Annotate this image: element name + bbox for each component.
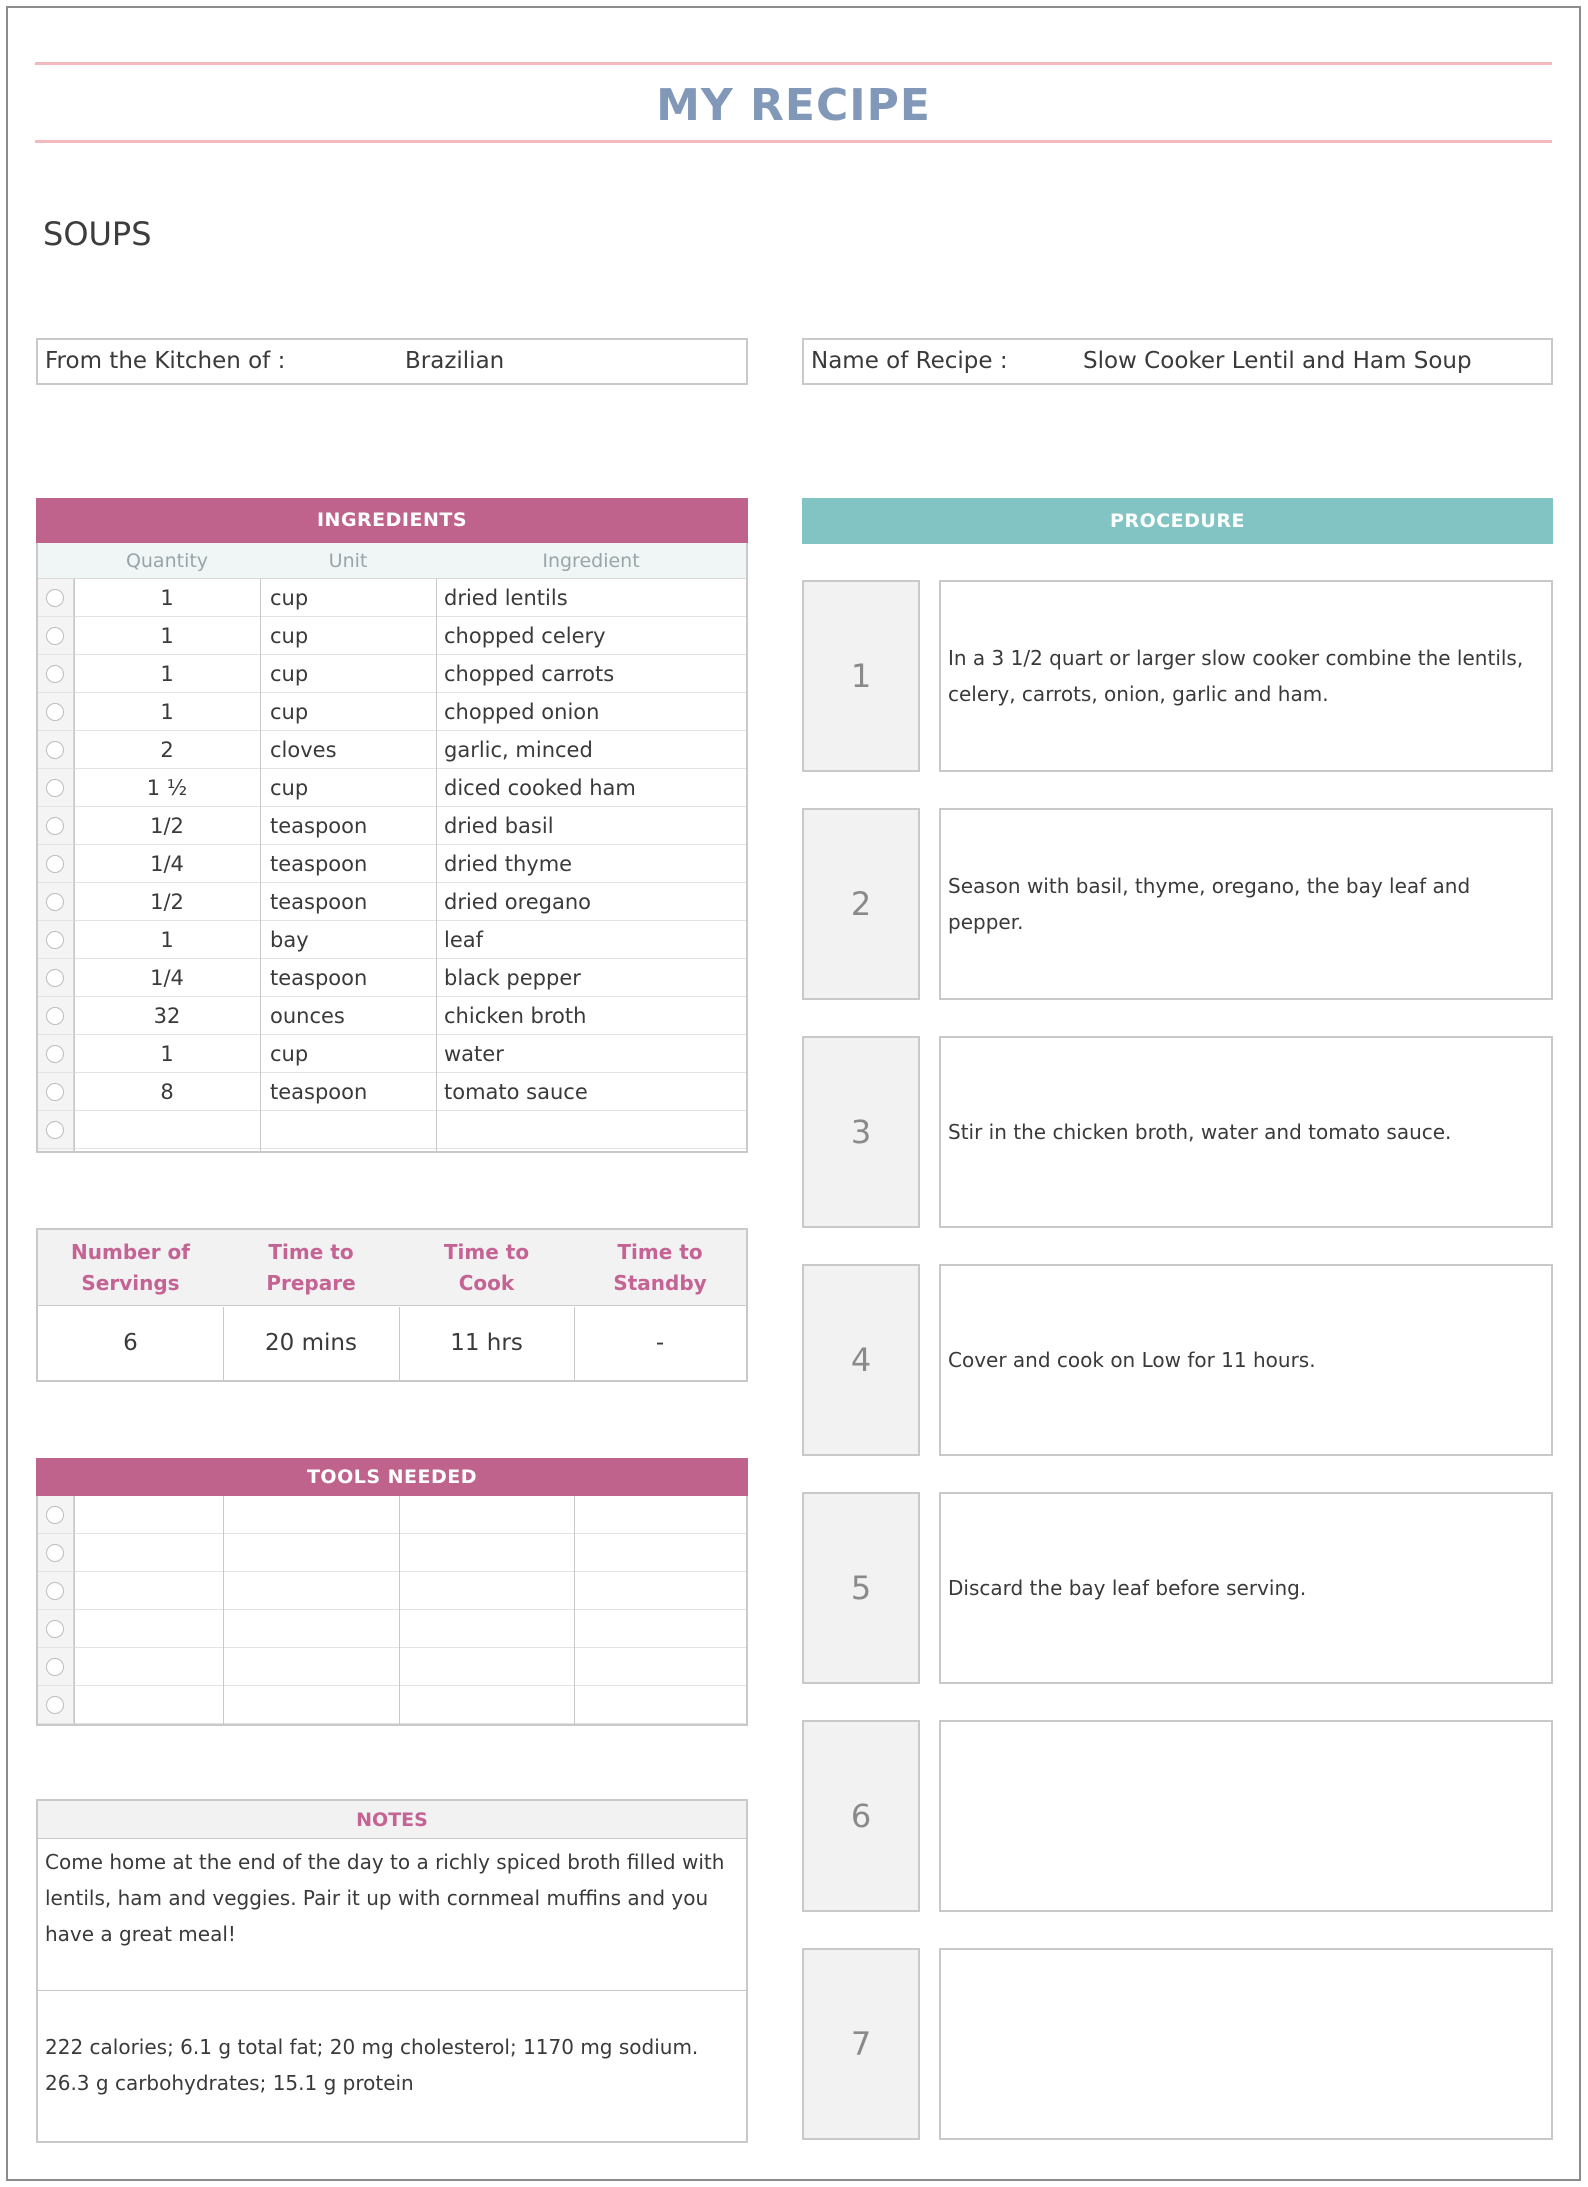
step-number: 1 — [802, 580, 920, 772]
col-ingredient: Ingredient — [542, 550, 640, 572]
stat-header — [574, 1230, 746, 1306]
stat-header — [223, 1230, 399, 1306]
stat-value[interactable]: 20 mins — [265, 1330, 357, 1356]
ingredient-qty[interactable]: 1 ½ — [146, 776, 188, 800]
col-quantity: Quantity — [125, 550, 209, 572]
ingredient-name[interactable]: water — [444, 1042, 504, 1066]
ingredient-row — [38, 997, 746, 1035]
tools-needed-table — [36, 1458, 748, 1726]
stat-header — [38, 1230, 223, 1306]
page-title: MY RECIPE — [656, 80, 931, 131]
ingredient-row — [38, 731, 746, 769]
ingredient-unit[interactable]: cup — [270, 700, 309, 724]
title-underline — [35, 140, 1552, 143]
ingredient-unit[interactable]: teaspoon — [270, 1080, 368, 1104]
ingredient-name[interactable]: black pepper — [444, 966, 581, 990]
ingredient-checkbox[interactable] — [46, 779, 64, 797]
ingredient-name[interactable]: diced cooked ham — [444, 776, 636, 800]
ingredient-checkbox[interactable] — [46, 931, 64, 949]
ingredient-qty[interactable]: 1/4 — [150, 966, 184, 990]
recipe-name-field[interactable] — [802, 338, 1553, 385]
tool-row[interactable] — [38, 1610, 746, 1648]
ingredient-unit[interactable]: ounces — [270, 1004, 345, 1028]
ingredient-name[interactable]: chopped onion — [444, 700, 600, 724]
kitchen-value: Brazilian — [405, 348, 505, 374]
stat-header-line: Prepare — [266, 1271, 356, 1295]
ingredient-checkbox[interactable] — [46, 855, 64, 873]
tool-checkbox[interactable] — [46, 1506, 64, 1524]
ingredient-row — [38, 655, 746, 693]
ingredient-unit[interactable]: cup — [270, 624, 309, 648]
ingredient-row — [38, 1035, 746, 1073]
tool-checkbox[interactable] — [46, 1620, 64, 1638]
tool-row[interactable] — [38, 1648, 746, 1686]
ingredient-qty[interactable]: 1 — [160, 624, 174, 648]
kitchen-field[interactable] — [36, 338, 748, 385]
ingredient-name[interactable]: dried oregano — [444, 890, 592, 914]
tool-row[interactable] — [38, 1572, 746, 1610]
stat-header-line: Cook — [458, 1271, 515, 1295]
stat-value[interactable]: - — [655, 1330, 665, 1356]
ingredient-unit[interactable]: cup — [270, 662, 309, 686]
ingredient-row — [38, 617, 746, 655]
ingredient-qty[interactable]: 1 — [160, 662, 174, 686]
ingredient-qty[interactable]: 2 — [160, 738, 174, 762]
ingredient-unit[interactable]: cup — [270, 586, 309, 610]
recipe-stats — [36, 1228, 748, 1382]
ingredient-row — [38, 845, 746, 883]
recipe-category: SOUPS — [43, 215, 152, 253]
ingredient-checkbox[interactable] — [46, 1121, 64, 1139]
ingredients-table — [36, 498, 748, 1153]
procedure-header: PROCEDURE — [802, 498, 1553, 544]
stat-value[interactable]: 11 hrs — [450, 1330, 523, 1356]
nutrition-text[interactable]: 222 calories; 6.1 g total fat; 20 mg cholesterol; 1170 mg sodium. 26.3 g carbohydrates; 15.1 g protein — [45, 2035, 699, 2095]
ingredient-unit[interactable]: teaspoon — [270, 890, 368, 914]
tool-checkbox[interactable] — [46, 1658, 64, 1676]
ingredient-name[interactable]: chopped carrots — [444, 662, 615, 686]
ingredient-checkbox[interactable] — [46, 893, 64, 911]
step-text[interactable] — [939, 1036, 1553, 1228]
ingredient-qty[interactable]: 1 — [160, 928, 174, 952]
step-text-content: Stir in the chicken broth, water and tomato sauce. — [948, 1120, 1452, 1144]
ingredient-checkbox[interactable] — [46, 1007, 64, 1025]
ingredient-row — [38, 959, 746, 997]
ingredient-name[interactable]: chicken broth — [444, 1004, 587, 1028]
ingredient-checkbox[interactable] — [46, 665, 64, 683]
ingredient-name[interactable]: tomato sauce — [444, 1080, 588, 1104]
stat-value[interactable]: 6 — [123, 1330, 138, 1356]
ingredient-checkbox[interactable] — [46, 741, 64, 759]
step-number: 3 — [802, 1036, 920, 1228]
step-text[interactable] — [939, 808, 1553, 1000]
ingredient-row — [38, 921, 746, 959]
ingredient-row — [38, 769, 746, 807]
step-text[interactable] — [939, 1720, 1553, 1912]
ingredient-qty[interactable]: 1 — [160, 586, 174, 610]
notes-box — [36, 1799, 748, 2143]
ingredient-unit[interactable]: cup — [270, 1042, 309, 1066]
ingredient-row — [38, 883, 746, 921]
stat-header-line: Servings — [81, 1271, 180, 1295]
tool-row[interactable] — [38, 1686, 746, 1724]
ingredient-row — [38, 807, 746, 845]
ingredient-unit[interactable]: cup — [270, 776, 309, 800]
tool-checkbox[interactable] — [46, 1696, 64, 1714]
stat-header-line: Time to — [443, 1240, 530, 1264]
ingredient-row — [38, 1111, 746, 1149]
ingredient-row — [38, 693, 746, 731]
ingredient-checkbox[interactable] — [46, 969, 64, 987]
tool-checkbox[interactable] — [46, 1544, 64, 1562]
ingredient-qty[interactable]: 1/2 — [150, 890, 184, 914]
ingredient-qty[interactable]: 1 — [160, 700, 174, 724]
ingredient-unit[interactable]: teaspoon — [270, 852, 368, 876]
step-number: 7 — [802, 1948, 920, 2140]
step-text-content: Season with basil, thyme, oregano, the bay leaf and pepper. — [948, 874, 1471, 934]
ingredient-qty[interactable]: 8 — [160, 1080, 174, 1104]
step-number: 2 — [802, 808, 920, 1000]
ingredient-checkbox[interactable] — [46, 817, 64, 835]
ingredient-name[interactable]: garlic, minced — [444, 738, 593, 762]
ingredient-name[interactable]: dried basil — [444, 814, 554, 838]
ingredient-row — [38, 1073, 746, 1111]
tool-checkbox[interactable] — [46, 1582, 64, 1600]
ingredient-checkbox[interactable] — [46, 627, 64, 645]
notes-text[interactable]: Come home at the end of the day to a richly spiced broth filled with lentils, ham and veggies. Pair it up with cornmeal muffins and you have a great meal! — [45, 1850, 725, 1946]
tool-row[interactable] — [38, 1496, 746, 1534]
ingredient-checkbox[interactable] — [46, 1045, 64, 1063]
ingredient-unit[interactable]: teaspoon — [270, 966, 368, 990]
kitchen-label: From the Kitchen of : — [45, 348, 286, 374]
tool-row[interactable] — [38, 1534, 746, 1572]
col-unit: Unit — [328, 550, 368, 572]
step-text-content: Cover and cook on Low for 11 hours. — [948, 1348, 1316, 1372]
ingredient-checkbox[interactable] — [46, 589, 64, 607]
step-number: 5 — [802, 1492, 920, 1684]
step-number: 6 — [802, 1720, 920, 1912]
recipe-name-value: Slow Cooker Lentil and Ham Soup — [1083, 348, 1472, 374]
ingredient-name[interactable]: chopped celery — [444, 624, 606, 648]
stat-header-line: Number of — [71, 1240, 190, 1264]
stat-header-line: Standby — [613, 1271, 707, 1295]
top-rule — [35, 62, 1552, 65]
recipe-name-label: Name of Recipe : — [811, 348, 1008, 374]
ingredient-checkbox[interactable] — [46, 1083, 64, 1101]
ingredient-name[interactable]: dried thyme — [444, 852, 573, 876]
step-text[interactable] — [939, 1948, 1553, 2140]
ingredient-checkbox[interactable] — [46, 703, 64, 721]
tools-header: TOOLS NEEDED — [36, 1458, 748, 1496]
stat-header-line: Time to — [268, 1240, 354, 1264]
stat-header-line: Time to — [617, 1240, 703, 1264]
ingredient-qty[interactable]: 1 — [160, 1042, 174, 1066]
ingredients-column-header — [38, 543, 746, 579]
ingredient-qty[interactable]: 1/4 — [150, 852, 184, 876]
ingredient-unit[interactable]: teaspoon — [270, 814, 368, 838]
ingredient-qty[interactable]: 32 — [153, 1004, 181, 1028]
step-text-content: In a 3 1/2 quart or larger slow cooker combine the lentils, celery, carrots, onion, garlic and ham. — [948, 646, 1524, 706]
ingredients-header: INGREDIENTS — [36, 498, 748, 543]
stat-header — [399, 1230, 574, 1306]
step-text[interactable] — [939, 580, 1553, 772]
step-number: 4 — [802, 1264, 920, 1456]
step-text[interactable] — [939, 1492, 1553, 1684]
ingredient-row — [38, 579, 746, 617]
ingredient-qty[interactable]: 1/2 — [150, 814, 184, 838]
ingredient-name[interactable]: dried lentils — [444, 586, 568, 610]
step-text-content: Discard the bay leaf before serving. — [948, 1576, 1307, 1600]
ingredient-unit[interactable]: bay — [270, 928, 309, 952]
ingredient-unit[interactable]: cloves — [270, 738, 337, 762]
ingredient-name[interactable]: leaf — [444, 928, 484, 952]
notes-header: NOTES — [38, 1801, 746, 1839]
step-text[interactable] — [939, 1264, 1553, 1456]
